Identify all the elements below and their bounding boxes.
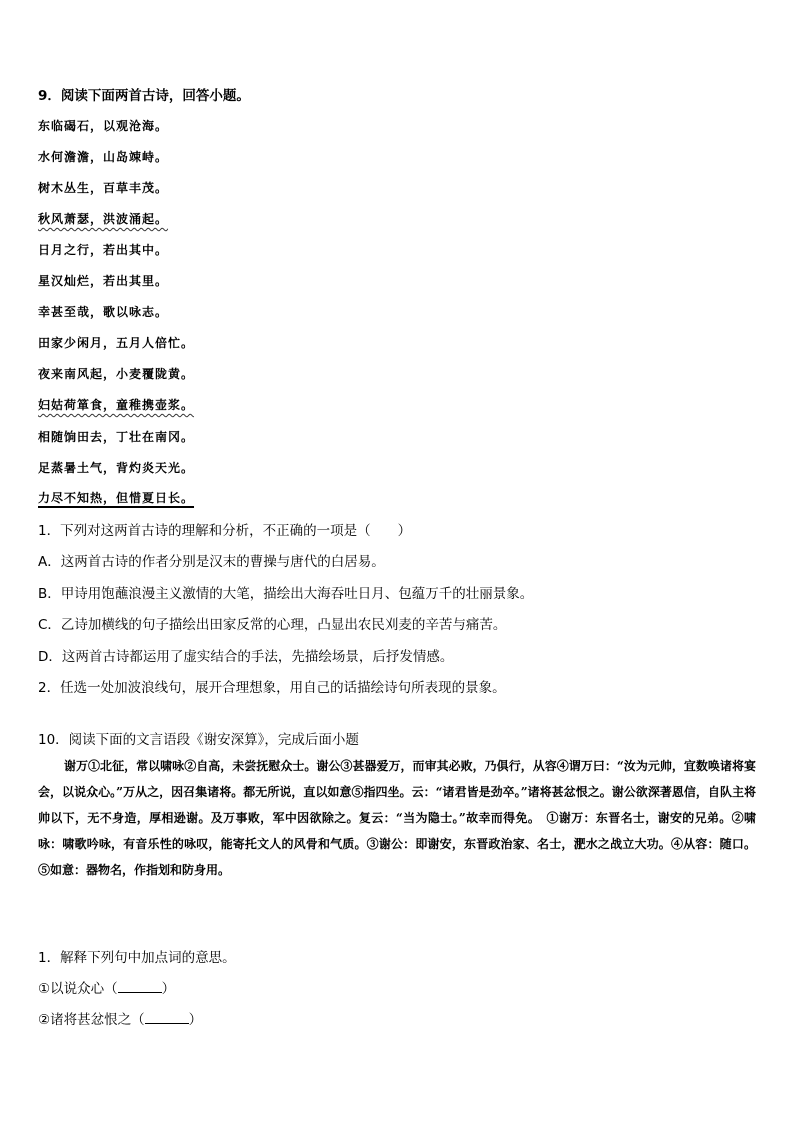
q9-title: 9．阅读下面两首古诗，回答小题。 <box>38 88 250 104</box>
q9-sub1-question: 1．下列对这两首古诗的理解和分析，不正确的一项是（ ） <box>38 523 412 539</box>
blank-question-1 <box>38 977 175 997</box>
poem-line-wavy-wrap <box>38 210 168 227</box>
blank-question-2 <box>38 1008 202 1028</box>
answer-blank[interactable] <box>145 1011 189 1024</box>
poem-line-wavy-wrap <box>38 396 194 413</box>
poem-line: 日月之行，若出其中。 <box>38 243 169 257</box>
poem-line: 相随饷田去，丁壮在南冈。 <box>38 430 195 444</box>
q10-title: 10．阅读下面的文言语段《谢安深算》，完成后面小题 <box>38 732 359 748</box>
poem-line: 星汉灿烂，若出其里。 <box>38 274 169 288</box>
option-a: A．这两首古诗的作者分别是汉末的曹操与唐代的白居易。 <box>38 554 385 570</box>
poem-line-wavy: 秋风萧瑟，洪波涌起。 <box>38 212 169 226</box>
option-c: C．乙诗加横线的句子描绘出田家反常的心理，凸显出农民刈麦的辛苦与痛苦。 <box>38 617 507 633</box>
classical-passage: 谢万①北征，常以啸咏②自高，未尝抚慰众士。谢公③甚器爱万，而审其必败，乃俱行，从容④谓万曰：“汝为元帅，宜数唤诸将宴会，以说众心。”万从之，因召集诸将。都无所说，直以如意⑤指四坐。云：“诸君皆是劲卒。”诸将甚忿恨之。谢公欲深著恩信，自队主将帅以下，无不身造，厚相逊谢。及万事败，军中因欲除之。复云：“当为隐士。”故幸而得免。 ①谢万：东晋名士，谢安的兄弟。②啸咏：啸歌吟咏，有音乐性的咏叹，能寄托文人的风骨和气质。③谢公：即谢安，东晋政治家、名士，淝水之战立大功。④从容：随口。⑤如意：器物名，作指划和防身用。 <box>38 759 756 877</box>
blank-prefix: ②诸将甚忿恨之（ <box>38 1012 145 1028</box>
poem-line-wavy: 妇姑荷箪食，童稚携壶浆。 <box>38 398 195 412</box>
poem-line: 东临碣石，以观沧海。 <box>38 119 169 133</box>
poem-line: 树木丛生，百草丰茂。 <box>38 181 169 195</box>
poem-line: 幸甚至哉，歌以咏志。 <box>38 305 169 319</box>
poem-line: 夜来南风起，小麦覆陇黄。 <box>38 367 195 381</box>
answer-blank[interactable] <box>118 980 162 993</box>
q10-sub1-question: 1．解释下列句中加点词的意思。 <box>38 950 236 966</box>
option-b: B．甲诗用饱蘸浪漫主义激情的大笔，描绘出大海吞吐日月、包蕴万千的壮丽景象。 <box>38 586 534 602</box>
blank-suffix: ） <box>161 981 176 997</box>
poem-line-underlined-wrap <box>38 489 194 506</box>
q9-sub2-question: 2．任选一处加波浪线句，展开合理想象，用自己的话描绘诗句所表现的景象。 <box>38 680 506 696</box>
blank-prefix: ①以说众心（ <box>38 981 118 997</box>
poem-line: 田家少闲月，五月人倍忙。 <box>38 336 195 350</box>
option-d: D．这两首古诗都运用了虚实结合的手法，先描绘场景，后抒发情感。 <box>38 649 454 665</box>
poem-line: 足蒸暑土气，背灼炎天光。 <box>38 461 195 475</box>
poem-line: 水何澹澹，山岛竦峙。 <box>38 150 169 164</box>
blank-suffix: ） <box>188 1012 203 1028</box>
poem-line-underlined: 力尽不知热，但惜夏日长。 <box>38 491 195 505</box>
